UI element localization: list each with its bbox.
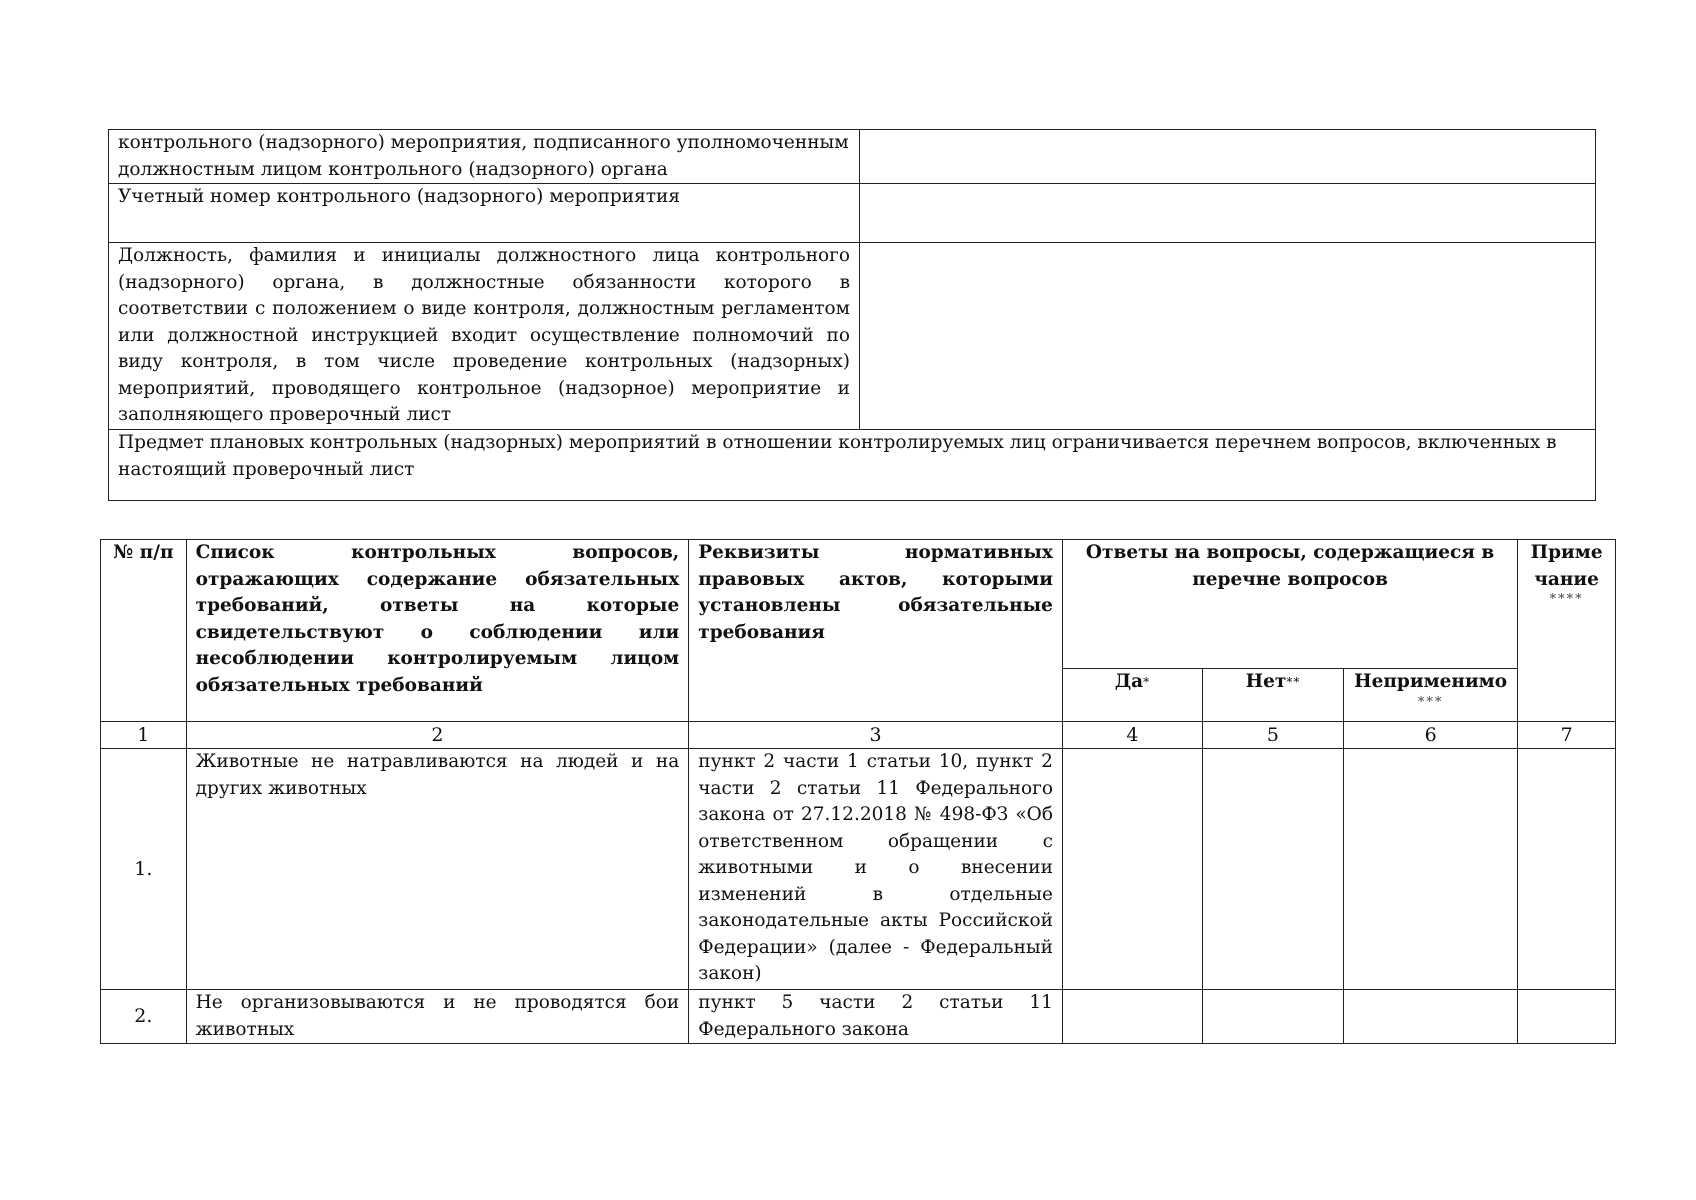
row-answer-na[interactable] [1343,749,1517,990]
info-label-registration-number: Учетный номер контрольного (надзорного) мероприятия [109,184,860,243]
info-value-inspector[interactable] [860,243,1596,430]
header-num: № п/п [101,540,187,722]
info-label-act: контрольного (надзорного) мероприятия, подписанного уполномоченным должностным лицом контрольного (надзорного) органа [109,130,860,184]
row-law-reference: пункт 2 части 1 статьи 10, пункт 2 части 2 статьи 11 Федерального закона от 27.12.2018 № 498-ФЗ «Об ответственном обращении с животными и о внесении изменений в отдельные законодательные акты Российской Федерации» (далее - Федеральный закон) [689,749,1063,990]
info-value-registration-number[interactable] [860,184,1596,243]
info-row-inspector [109,243,1596,430]
column-number: 4 [1062,722,1202,749]
info-label-inspector: Должность, фамилия и инициалы должностного лица контрольного (надзорного) органа, в должностные обязанности которого в соответствии с положением о виде контроля, должностным регламентом или должностной инструкцией входит осуществление полномочий по виду контроля, в том числе проведение контрольных (надзорных) мероприятий, проводящего контрольное (надзорное) мероприятие и заполняющего проверочный лист [109,243,860,430]
header-yes [1062,669,1202,722]
header-no-footnote-mark: ** [1286,675,1301,689]
checklist-table [100,539,1616,1044]
header-yes-label: Да [1114,671,1144,692]
checklist-row [101,990,1616,1044]
header-na-footnote-mark: *** [1417,694,1444,710]
column-number: 1 [101,722,187,749]
header-na-label: Неприменимо [1354,671,1508,692]
header-no-label: Нет [1245,671,1287,692]
row-answer-yes[interactable] [1062,990,1202,1044]
row-note[interactable] [1518,990,1616,1044]
header-answers: Ответы на вопросы, содержащиеся в перечне вопросов [1062,540,1517,669]
row-answer-no[interactable] [1202,749,1343,990]
info-table [108,129,1596,501]
header-note-label: Приме чание [1530,542,1603,590]
checklist-header-row [101,540,1616,669]
header-law: Реквизиты нормативных правовых актов, которыми установлены обязательные требования [689,540,1063,722]
row-law-reference: пункт 5 части 2 статьи 11 Федерального закона [689,990,1063,1044]
row-answer-yes[interactable] [1062,749,1202,990]
info-value-act[interactable] [860,130,1596,184]
row-note[interactable] [1518,749,1616,990]
column-number-row [101,722,1616,749]
column-number: 6 [1343,722,1517,749]
info-subject-text: Предмет плановых контрольных (надзорных) мероприятий в отношении контролируемых лиц ограничивается перечнем вопросов, включенных в настоящий проверочный лист [109,430,1596,501]
header-note [1518,540,1616,722]
row-answer-no[interactable] [1202,990,1343,1044]
row-answer-na[interactable] [1343,990,1517,1044]
column-number: 5 [1202,722,1343,749]
column-number: 2 [186,722,689,749]
row-number: 2. [101,990,187,1044]
header-na [1343,669,1517,722]
header-questions: Список контрольных вопросов, отражающих содержание обязательных требований, ответы на которые свидетельствуют о соблюдении или несоблюдении контролируемым лицом обязательных требований [186,540,689,722]
row-number: 1. [101,749,187,990]
row-question: Животные не натравливаются на людей и на других животных [186,749,689,990]
checklist-row [101,749,1616,990]
header-yes-footnote-mark: * [1143,675,1151,689]
info-row-act [109,130,1596,184]
header-note-footnote-mark: **** [1549,592,1584,607]
column-number: 7 [1518,722,1616,749]
info-row-subject [109,430,1596,501]
column-number: 3 [689,722,1063,749]
info-row-registration-number [109,184,1596,243]
header-no [1202,669,1343,722]
row-question: Не организовываются и не проводятся бои животных [186,990,689,1044]
